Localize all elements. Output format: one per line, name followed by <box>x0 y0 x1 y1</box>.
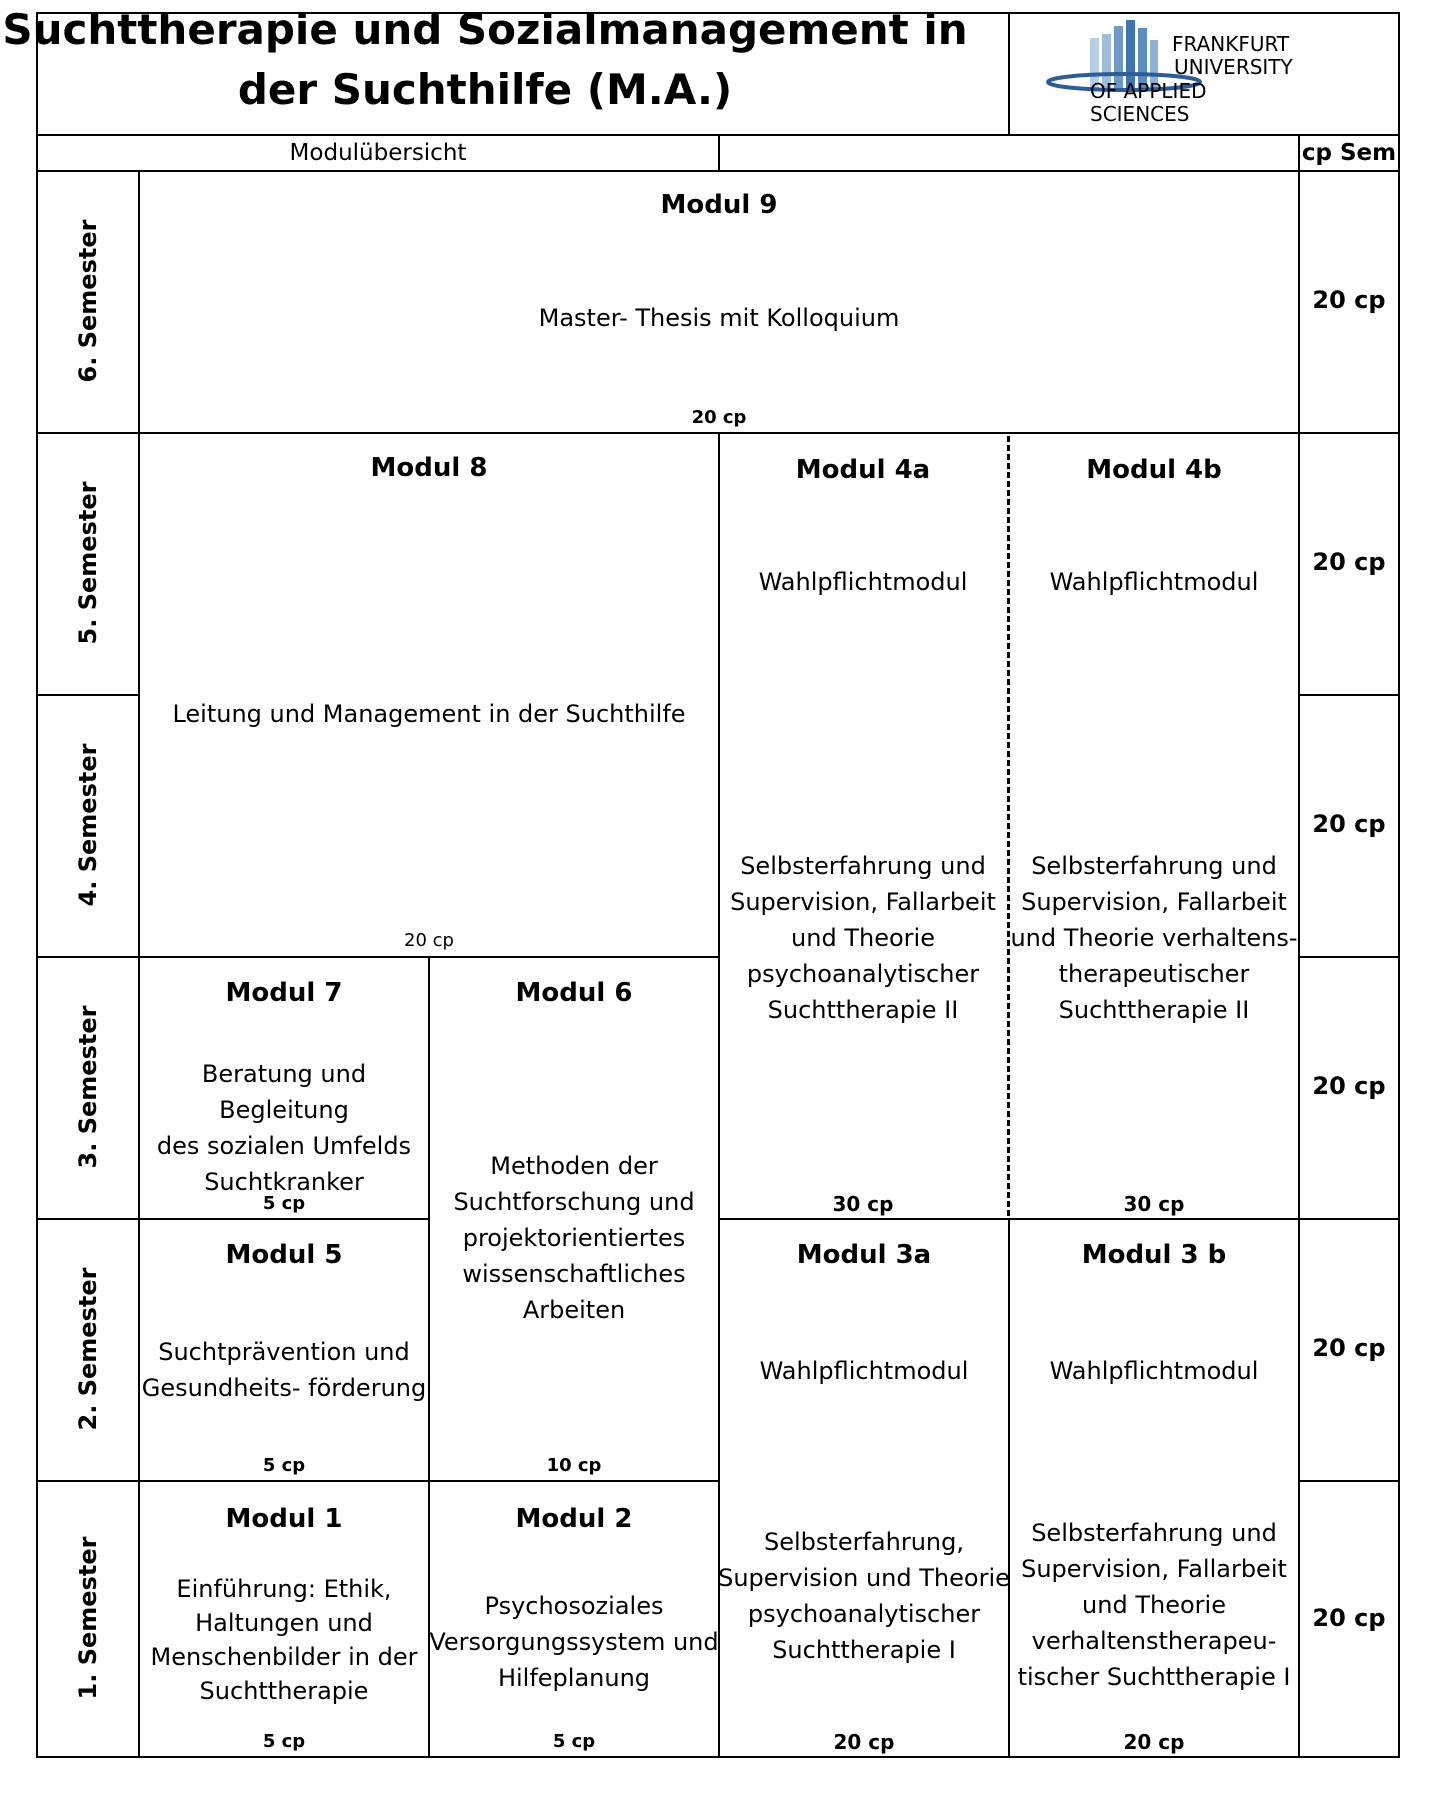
module-3b-title: Modul 3 b <box>1081 1240 1227 1270</box>
module-9-cp: 20 cp <box>691 407 747 428</box>
module-4b-subtitle: Wahlpflichtmodul <box>1049 568 1259 596</box>
text-line: Supervision, Fallarbeit <box>1021 888 1287 916</box>
logo-line-3: OF APPLIED SCIENCES <box>1090 79 1207 126</box>
text-line: Supervision, Fallarbeit <box>730 888 996 916</box>
text-line: Suchtprävention und <box>158 1338 410 1366</box>
module-5-cp: 5 cp <box>262 1455 306 1476</box>
text-line: und Theorie <box>1082 1591 1226 1619</box>
module-9-text: Master- Thesis mit Kolloquium <box>538 304 900 332</box>
module-4-divider <box>1007 436 1010 1216</box>
module-6-text <box>428 1148 720 1328</box>
module-8-text: Leitung und Management in der Suchthilfe <box>172 700 686 728</box>
module-4b-text <box>1008 848 1300 1028</box>
text-line: Suchtforschung und <box>453 1188 695 1216</box>
text-line: psychoanalytischer <box>746 960 980 988</box>
text-line: Suchttherapie <box>199 1677 369 1705</box>
text-line: des sozialen Umfelds <box>156 1132 412 1160</box>
text-line: Hilfeplanung <box>497 1664 651 1692</box>
semester-3-cp: 20 cp <box>1312 1072 1386 1100</box>
text-line: Arbeiten <box>522 1296 626 1324</box>
module-9-title: Modul 9 <box>660 190 778 220</box>
module-8 <box>138 432 720 958</box>
text-line: Selbsterfahrung, <box>764 1528 964 1556</box>
text-line: verhaltenstherapeu- <box>1031 1627 1277 1655</box>
text-line: Supervision, Fallarbeit <box>1021 1555 1287 1583</box>
module-1-cp: 5 cp <box>262 1731 306 1752</box>
module-6-title: Modul 6 <box>515 978 633 1008</box>
module-3b-subtitle: Wahlpflichtmodul <box>1049 1357 1259 1385</box>
empty-header-cell <box>718 134 1300 172</box>
module-7-title: Modul 7 <box>225 978 343 1008</box>
module-8-title: Modul 8 <box>370 453 488 483</box>
logo-line-1: FRANKFURT <box>1172 32 1290 56</box>
text-line: Selbsterfahrung und <box>1031 852 1277 880</box>
text-line: Supervision und Theorie <box>718 1564 1010 1592</box>
semester-4-label: 4. Semester <box>74 743 102 907</box>
text-line: Suchttherapie II <box>1058 996 1250 1024</box>
module-4a-text <box>718 848 1008 1028</box>
semester-1-label: 1. Semester <box>74 1536 102 1700</box>
text-line: Einführung: Ethik, <box>176 1575 392 1603</box>
module-8-cp: 20 cp <box>404 930 454 951</box>
module-7-text <box>138 1056 430 1200</box>
module-3a <box>718 1218 1010 1758</box>
module-5-text <box>138 1334 430 1406</box>
module-2-cp: 5 cp <box>552 1731 596 1752</box>
text-line: Suchttherapie II <box>767 996 959 1024</box>
text-line: Psychosoziales <box>484 1592 664 1620</box>
semester-5-label: 5. Semester <box>74 481 102 645</box>
module-4a-subtitle: Wahlpflichtmodul <box>758 568 968 596</box>
module-3b-cp: 20 cp <box>1123 1730 1185 1754</box>
module-4b-title: Modul 4b <box>1086 455 1222 485</box>
text-line: Haltungen und <box>195 1609 373 1637</box>
text-line: wissenschaftliches <box>462 1260 686 1288</box>
module-4b-cp: 30 cp <box>1123 1192 1185 1216</box>
text-line: Methoden der <box>490 1152 658 1180</box>
text-line: Beratung und Begleitung <box>201 1060 367 1124</box>
module-4a-cp: 30 cp <box>832 1192 894 1216</box>
semester-5-cp: 20 cp <box>1312 548 1386 576</box>
text-line: Selbsterfahrung und <box>740 852 986 880</box>
logo-text <box>1172 33 1312 79</box>
semester-2-cp: 20 cp <box>1312 1334 1386 1362</box>
text-line: psychoanalytischer <box>747 1600 981 1628</box>
module-2-text <box>428 1588 720 1696</box>
semester-1-cp: 20 cp <box>1312 1604 1386 1632</box>
overview-label: Modulübersicht <box>289 140 467 166</box>
text-line: Suchttherapie I <box>772 1636 956 1664</box>
module-6-cp: 10 cp <box>546 1455 602 1476</box>
text-line: Menschenbilder in der <box>150 1643 418 1671</box>
logo-line-2: UNIVERSITY <box>1174 55 1293 79</box>
module-3a-cp: 20 cp <box>833 1730 895 1754</box>
title-cell <box>36 12 1010 136</box>
module-7-cp: 5 cp <box>262 1193 306 1214</box>
module-1-title: Modul 1 <box>225 1504 343 1534</box>
semester-6-label: 6. Semester <box>74 219 102 383</box>
module-3b-text <box>1008 1515 1300 1695</box>
semester-3-label: 3. Semester <box>74 1005 102 1169</box>
text-line: und Theorie <box>791 924 935 952</box>
cp-sem-header: cp Sem <box>1301 140 1397 166</box>
module-2-title: Modul 2 <box>515 1504 633 1534</box>
text-line: tischer Suchttherapie I <box>1017 1663 1291 1691</box>
semester-6-cp: 20 cp <box>1312 286 1386 314</box>
text-line: Selbsterfahrung und <box>1031 1519 1277 1547</box>
text-line: und Theorie verhaltens- <box>1010 924 1298 952</box>
module-3a-subtitle: Wahlpflichtmodul <box>759 1357 969 1385</box>
module-5-title: Modul 5 <box>225 1240 343 1270</box>
module-3a-text <box>718 1524 1010 1668</box>
semester-4-cp: 20 cp <box>1312 810 1386 838</box>
text-line: Suchtkranker <box>204 1168 364 1196</box>
module-4a-title: Modul 4a <box>795 455 931 485</box>
text-line: projektorientiertes <box>462 1224 686 1252</box>
text-line: therapeutischer <box>1058 960 1250 988</box>
semester-2-label: 2. Semester <box>74 1267 102 1431</box>
text-line: Versorgungssystem und <box>429 1628 719 1656</box>
page-title: Suchttherapie und Sozialmanagement in der Suchthilfe (M.A.) <box>2 5 968 114</box>
text-line: Gesundheits- förderung <box>141 1374 427 1402</box>
module-1-text <box>138 1572 430 1708</box>
module-3a-title: Modul 3a <box>796 1240 932 1270</box>
